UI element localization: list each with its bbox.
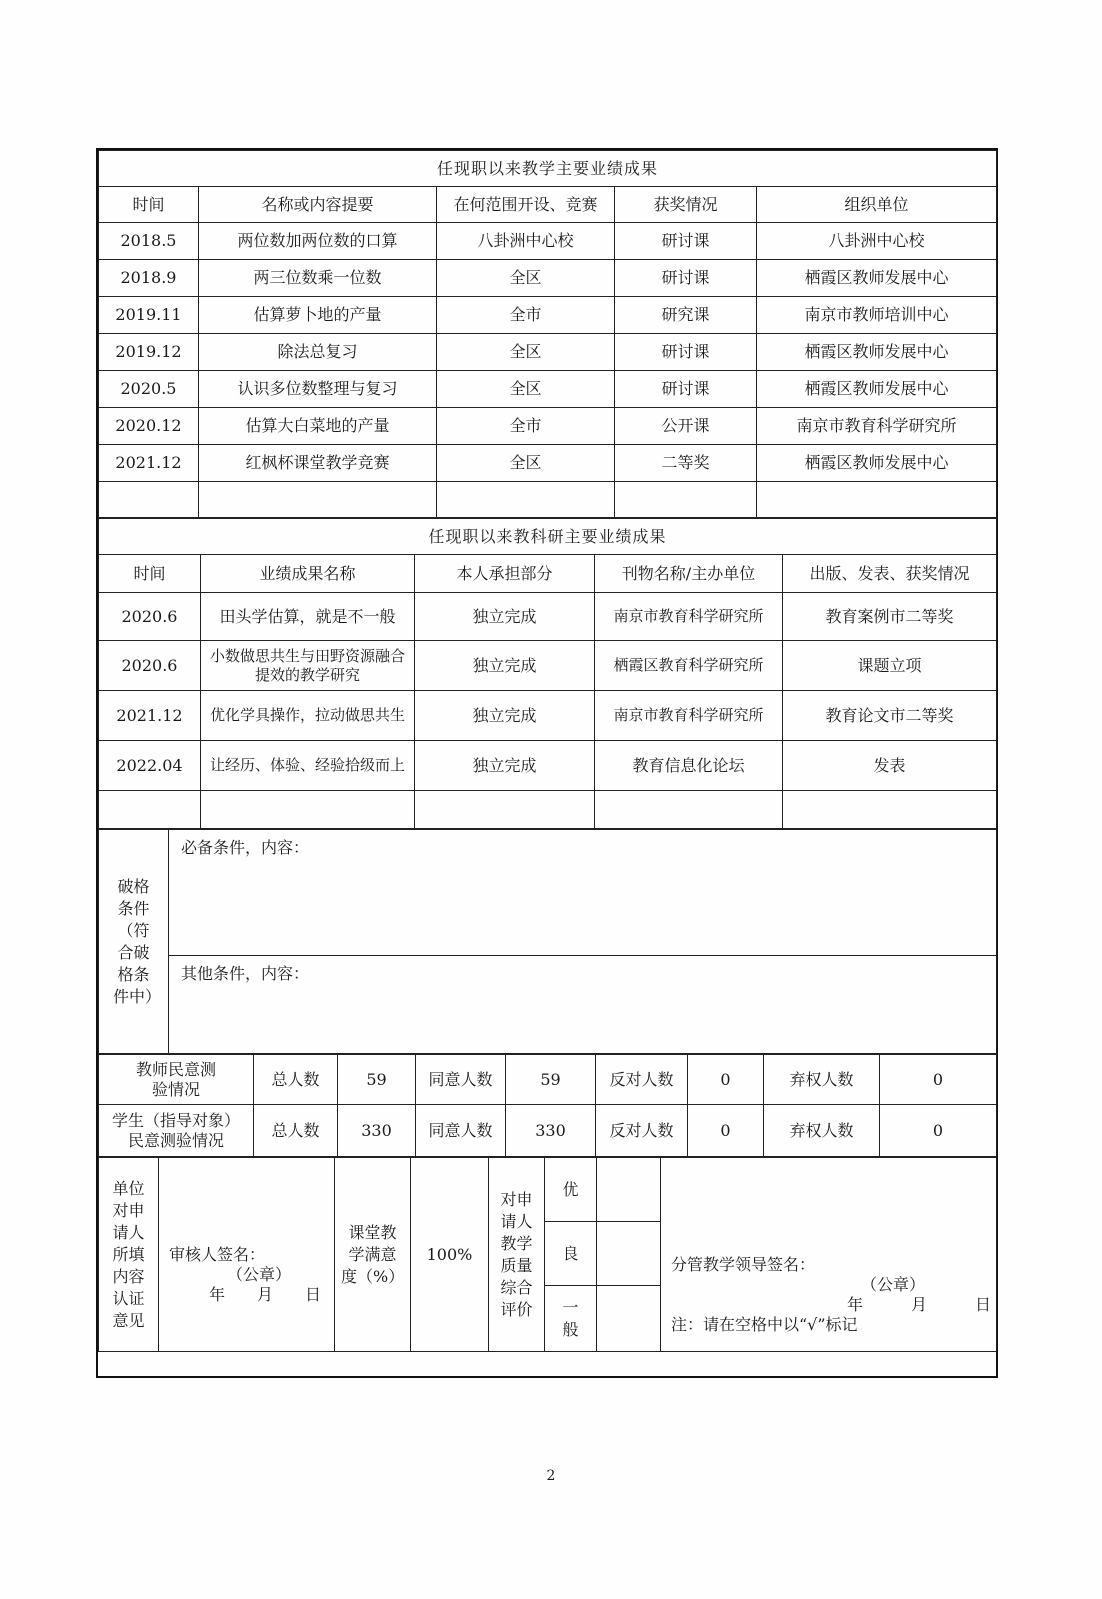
table-cell: 2020.12 (99, 408, 199, 445)
leader-sign-label: 分管教学领导签名： (671, 1254, 816, 1274)
other-conditions-label: 其他条件，内容： (181, 964, 310, 983)
table-cell: 二等奖 (615, 445, 757, 482)
leader-seal: （公章） (861, 1274, 926, 1294)
teacher-survey-row (99, 1055, 997, 1105)
table-cell: 2019.11 (99, 297, 199, 334)
table-cell: 2021.12 (99, 691, 201, 741)
required-conditions-field (169, 830, 997, 956)
check-note: 注：请在空格中以“√”标记 (671, 1314, 858, 1334)
table-cell: 课题立项 (783, 641, 997, 691)
reviewer-seal: （公章） (227, 1264, 292, 1284)
page-number: 2 (546, 1468, 556, 1484)
student-survey-label: 学生（指导对象）民意测验情况 (99, 1105, 254, 1157)
oppose-label: 反对人数 (596, 1105, 688, 1157)
reviewer-signature-area (159, 1158, 335, 1352)
table-cell: 估算萝卜地的产量 (199, 297, 437, 334)
table-cell: 教育论文市二等奖 (783, 691, 997, 741)
table-row (99, 641, 997, 691)
other-conditions-field (169, 956, 997, 1054)
table-cell: 栖霞区教师发展中心 (757, 334, 997, 371)
table-cell: 全区 (437, 371, 615, 408)
grade-excellent-label: 优 (545, 1158, 597, 1222)
table-cell: 公开课 (615, 408, 757, 445)
table-cell: 研讨课 (615, 371, 757, 408)
certification-table (98, 1157, 997, 1352)
table-cell: 两三位数乘一位数 (199, 260, 437, 297)
table-cell: 2020.6 (99, 641, 201, 691)
grade-good-checkbox[interactable] (597, 1222, 661, 1286)
table-row (99, 691, 997, 741)
total-label: 总人数 (254, 1105, 338, 1157)
table-cell: 估算大白菜地的产量 (199, 408, 437, 445)
student-survey-row (99, 1105, 997, 1157)
research-header-cell: 业绩成果名称 (201, 555, 415, 593)
breakthrough-conditions-table (98, 829, 997, 1054)
table-row (99, 371, 997, 408)
table-cell: 栖霞区教师发展中心 (757, 260, 997, 297)
satisfaction-value: 100% (411, 1158, 489, 1352)
quality-evaluation-label: 对申请人教学质量综合评价 (489, 1158, 545, 1352)
table-cell: 2018.5 (99, 223, 199, 260)
leader-signature-area (661, 1158, 997, 1352)
table-row (99, 408, 997, 445)
table-cell: 研讨课 (615, 223, 757, 260)
table-cell: 除法总复习 (199, 334, 437, 371)
research-header-cell: 时间 (99, 555, 201, 593)
abstain-label: 弃权人数 (764, 1055, 880, 1105)
total-value: 330 (338, 1105, 416, 1157)
table-row (99, 593, 997, 641)
empty-row (99, 482, 997, 518)
breakthrough-label: 破格条件（符合破格条件中） (99, 830, 169, 1054)
table-cell: 八卦洲中心校 (757, 223, 997, 260)
research-header-cell: 出版、发表、获奖情况 (783, 555, 997, 593)
abstain-label: 弃权人数 (764, 1105, 880, 1157)
empty-row (99, 791, 997, 829)
oppose-value: 0 (688, 1105, 764, 1157)
table-cell: 独立完成 (415, 741, 595, 791)
table-cell: 南京市教育科学研究所 (757, 408, 997, 445)
table-cell: 南京市教育科学研究所 (595, 691, 783, 741)
table-cell: 教育信息化论坛 (595, 741, 783, 791)
table-row (99, 334, 997, 371)
research-achievements-table (98, 518, 997, 829)
table-cell: 2019.12 (99, 334, 199, 371)
teacher-survey-label: 教师民意测验情况 (99, 1055, 254, 1105)
research-section-title: 任现职以来教科研主要业绩成果 (99, 519, 997, 555)
teaching-achievements-table (98, 150, 997, 518)
table-cell: 研讨课 (615, 260, 757, 297)
research-header-cell: 刊物名称/主办单位 (595, 555, 783, 593)
table-cell: 独立完成 (415, 691, 595, 741)
reviewer-sign-label: 审核人签名： (169, 1244, 266, 1264)
table-cell: 全区 (437, 334, 615, 371)
satisfaction-label: 课堂教学满意度（%） (335, 1158, 411, 1352)
leader-date: 年 月 日 (847, 1294, 992, 1314)
grade-average-checkbox[interactable] (597, 1286, 661, 1352)
table-cell: 南京市教育科学研究所 (595, 593, 783, 641)
table-cell: 2020.6 (99, 593, 201, 641)
table-cell: 研讨课 (615, 334, 757, 371)
table-cell: 独立完成 (415, 641, 595, 691)
table-cell: 2021.12 (99, 445, 199, 482)
research-header-row (99, 555, 997, 593)
table-cell: 让经历、体验、经验拾级而上 (201, 741, 415, 791)
table-cell: 2018.9 (99, 260, 199, 297)
table-cell: 小数做思共生与田野资源融合提效的教学研究 (201, 641, 415, 691)
table-cell: 栖霞区教育科学研究所 (595, 641, 783, 691)
table-cell: 栖霞区教师发展中心 (757, 371, 997, 408)
teaching-header-cell: 在何范围开设、竞赛 (437, 187, 615, 223)
table-cell: 南京市教师培训中心 (757, 297, 997, 334)
certification-label: 单位对申请人所填内容认证意见 (99, 1158, 159, 1352)
teaching-header-row (99, 187, 997, 223)
teaching-header-cell: 时间 (99, 187, 199, 223)
teaching-header-cell: 获奖情况 (615, 187, 757, 223)
oppose-label: 反对人数 (596, 1055, 688, 1105)
table-row (99, 297, 997, 334)
table-cell: 认识多位数整理与复习 (199, 371, 437, 408)
table-cell: 红枫杯课堂教学竞赛 (199, 445, 437, 482)
table-cell: 田头学估算，就是不一般 (201, 593, 415, 641)
table-cell: 发表 (783, 741, 997, 791)
agree-label: 同意人数 (416, 1105, 506, 1157)
table-cell: 两位数加两位数的口算 (199, 223, 437, 260)
teaching-section-title: 任现职以来教学主要业绩成果 (99, 151, 997, 187)
abstain-value: 0 (880, 1105, 997, 1157)
application-form (96, 148, 998, 1378)
table-row (99, 260, 997, 297)
table-cell: 栖霞区教师发展中心 (757, 445, 997, 482)
table-cell: 教育案例市二等奖 (783, 593, 997, 641)
teaching-header-cell: 名称或内容提要 (199, 187, 437, 223)
agree-value: 59 (506, 1055, 596, 1105)
research-header-cell: 本人承担部分 (415, 555, 595, 593)
table-cell: 全市 (437, 297, 615, 334)
grade-average-label: 一般 (545, 1286, 597, 1352)
required-conditions-label: 必备条件，内容： (181, 838, 310, 857)
table-cell: 研究课 (615, 297, 757, 334)
table-cell: 八卦洲中心校 (437, 223, 615, 260)
table-cell: 2020.5 (99, 371, 199, 408)
total-value: 59 (338, 1055, 416, 1105)
teaching-header-cell: 组织单位 (757, 187, 997, 223)
table-cell: 独立完成 (415, 593, 595, 641)
table-row (99, 223, 997, 260)
table-cell: 全区 (437, 445, 615, 482)
reviewer-date: 年 月 日 (209, 1284, 322, 1304)
oppose-value: 0 (688, 1055, 764, 1105)
opinion-survey-table (98, 1054, 997, 1157)
table-cell: 2022.04 (99, 741, 201, 791)
total-label: 总人数 (254, 1055, 338, 1105)
table-row (99, 741, 997, 791)
abstain-value: 0 (880, 1055, 997, 1105)
agree-value: 330 (506, 1105, 596, 1157)
table-cell: 全市 (437, 408, 615, 445)
grade-excellent-checkbox[interactable] (597, 1158, 661, 1222)
table-cell: 优化学具操作，拉动做思共生 (201, 691, 415, 741)
agree-label: 同意人数 (416, 1055, 506, 1105)
table-row (99, 445, 997, 482)
grade-good-label: 良 (545, 1222, 597, 1286)
table-cell: 全区 (437, 260, 615, 297)
